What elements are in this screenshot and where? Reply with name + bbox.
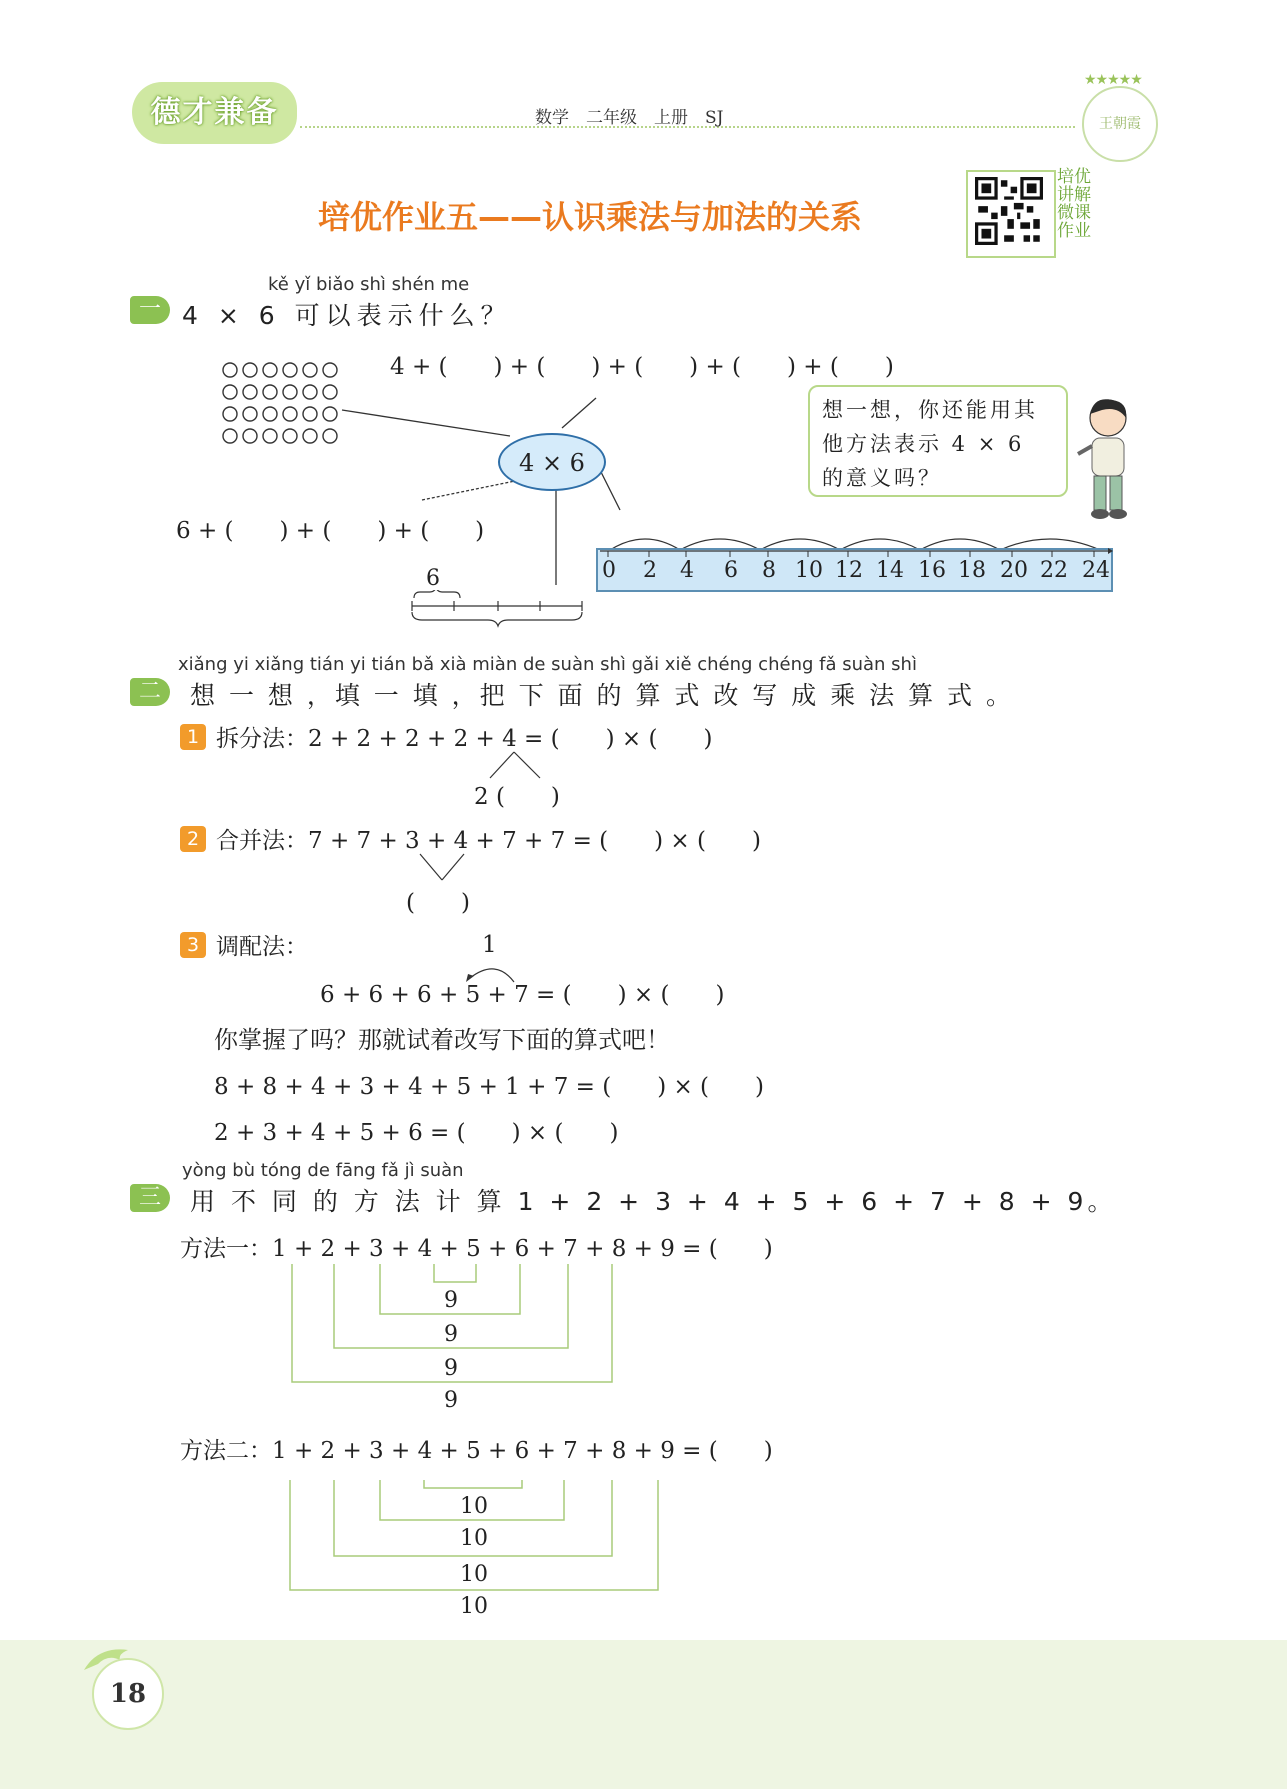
item-number-1: 1 bbox=[180, 724, 206, 750]
method2-sum: 10 bbox=[460, 1594, 488, 1619]
qr-code-icon[interactable] bbox=[975, 177, 1043, 245]
tick-label: 20 bbox=[1000, 558, 1028, 583]
method1-equation: 方法一：1 + 2 + 3 + 4 + 5 + 6 + 7 + 8 + 9 = ( ) bbox=[180, 1236, 773, 1262]
brand-logo: 德才兼备 bbox=[132, 82, 297, 144]
section3-badge: 三 bbox=[130, 1184, 170, 1212]
section2-pinyin: xiǎng yi xiǎng tián yi tián bǎ xià miàn de suàn shì gǎi xiě chéng chéng fǎ suàn shì bbox=[178, 654, 917, 675]
tick-label: 4 bbox=[680, 558, 694, 583]
method1-sum: 9 bbox=[444, 1322, 458, 1347]
practice-prompt: 你掌握了吗？那就试着改写下面的算式吧！ bbox=[214, 1026, 670, 1054]
item1-split: 2 ( ) bbox=[474, 784, 560, 810]
seal-stars: ★★★★★ bbox=[1084, 72, 1142, 88]
tick-label: 16 bbox=[918, 558, 946, 583]
addition-6-terms: 4 + ( ) + ( ) + ( ) + ( ) + ( ) bbox=[390, 354, 894, 380]
method1-sum: 9 bbox=[444, 1356, 458, 1381]
segment-label: 6 bbox=[426, 566, 440, 591]
item-number-3: 3 bbox=[180, 932, 206, 958]
addition-4-terms: 6 + ( ) + ( ) + ( ) bbox=[176, 518, 485, 544]
method1-sum: 9 bbox=[444, 1288, 458, 1313]
section1-pinyin: kě yǐ biǎo shì shén me bbox=[268, 274, 470, 295]
item2-merge-lines bbox=[416, 852, 476, 884]
item1-equation: 拆分法：2 + 2 + 2 + 2 + 4 = ( ) × ( ) bbox=[216, 726, 713, 752]
item-number-2: 2 bbox=[180, 826, 206, 852]
tick-label: 0 bbox=[602, 558, 616, 583]
item3-label: 调配法： bbox=[216, 934, 308, 960]
method1-sum: 9 bbox=[444, 1388, 458, 1413]
section2-badge: 二 bbox=[130, 678, 170, 706]
section2-question: 想 一 想 ，填 一 填 ，把 下 面 的 算 式 改 写 成 乘 法 算 式 。 bbox=[190, 681, 1014, 710]
hint-bubble: 想一想，你还能用其他方法表示 4 × 6 的意义吗？ bbox=[808, 385, 1068, 497]
qr-label: 培优讲解微课作业 bbox=[1057, 167, 1091, 241]
method2-sum: 10 bbox=[460, 1494, 488, 1519]
tick-label: 8 bbox=[762, 558, 776, 583]
header-info: 数学 二年级 上册 SJ bbox=[535, 108, 724, 128]
tick-label: 12 bbox=[835, 558, 863, 583]
item3-equation: 6 + 6 + 6 + 5 + 7 = ( ) × ( ) bbox=[320, 982, 725, 1008]
tick-label: 18 bbox=[958, 558, 986, 583]
segment-diagram bbox=[410, 590, 586, 630]
boy-illustration-icon bbox=[1072, 396, 1142, 522]
author-seal: 王朝霞 bbox=[1082, 86, 1158, 162]
tick-label: 6 bbox=[724, 558, 738, 583]
circle-array bbox=[220, 360, 350, 452]
practice-equation-2: 2 + 3 + 4 + 5 + 6 = ( ) × ( ) bbox=[214, 1120, 619, 1146]
practice-equation-1: 8 + 8 + 4 + 3 + 4 + 5 + 1 + 7 = ( ) × ( ) bbox=[214, 1074, 765, 1100]
section3-question: 用 不 同 的 方 法 计 算 1 + 2 + 3 + 4 + 5 + 6 + 7 + 8 + 9。 bbox=[190, 1187, 1117, 1216]
page-footer-background bbox=[0, 1640, 1287, 1789]
section3-pinyin: yòng bù tóng de fāng fǎ jì suàn bbox=[182, 1160, 464, 1181]
tick-label: 24 bbox=[1082, 558, 1110, 583]
section1-badge: 一 bbox=[130, 296, 170, 324]
section1-question: 4 × 6 可以表示什么？ bbox=[182, 301, 512, 330]
page-title: 培优作业五——认识乘法与加法的关系 bbox=[318, 198, 863, 236]
ruler-labels bbox=[600, 558, 1110, 588]
item1-split-lines bbox=[484, 750, 564, 780]
tick-label: 22 bbox=[1040, 558, 1068, 583]
page-number: 18 bbox=[92, 1658, 164, 1730]
item3-carry: 1 bbox=[482, 932, 497, 958]
item2-equation: 合并法：7 + 7 + 3 + 4 + 7 + 7 = ( ) × ( ) bbox=[216, 828, 761, 854]
connector-lines bbox=[340, 390, 630, 590]
method2-sum: 10 bbox=[460, 1526, 488, 1551]
tick-label: 2 bbox=[643, 558, 657, 583]
method2-equation: 方法二：1 + 2 + 3 + 4 + 5 + 6 + 7 + 8 + 9 = ( ) bbox=[180, 1438, 773, 1464]
tick-label: 10 bbox=[795, 558, 823, 583]
item2-merge: ( ) bbox=[406, 890, 470, 916]
method2-sum: 10 bbox=[460, 1562, 488, 1587]
tick-label: 14 bbox=[876, 558, 904, 583]
expression-center: 4 × 6 bbox=[498, 433, 606, 491]
